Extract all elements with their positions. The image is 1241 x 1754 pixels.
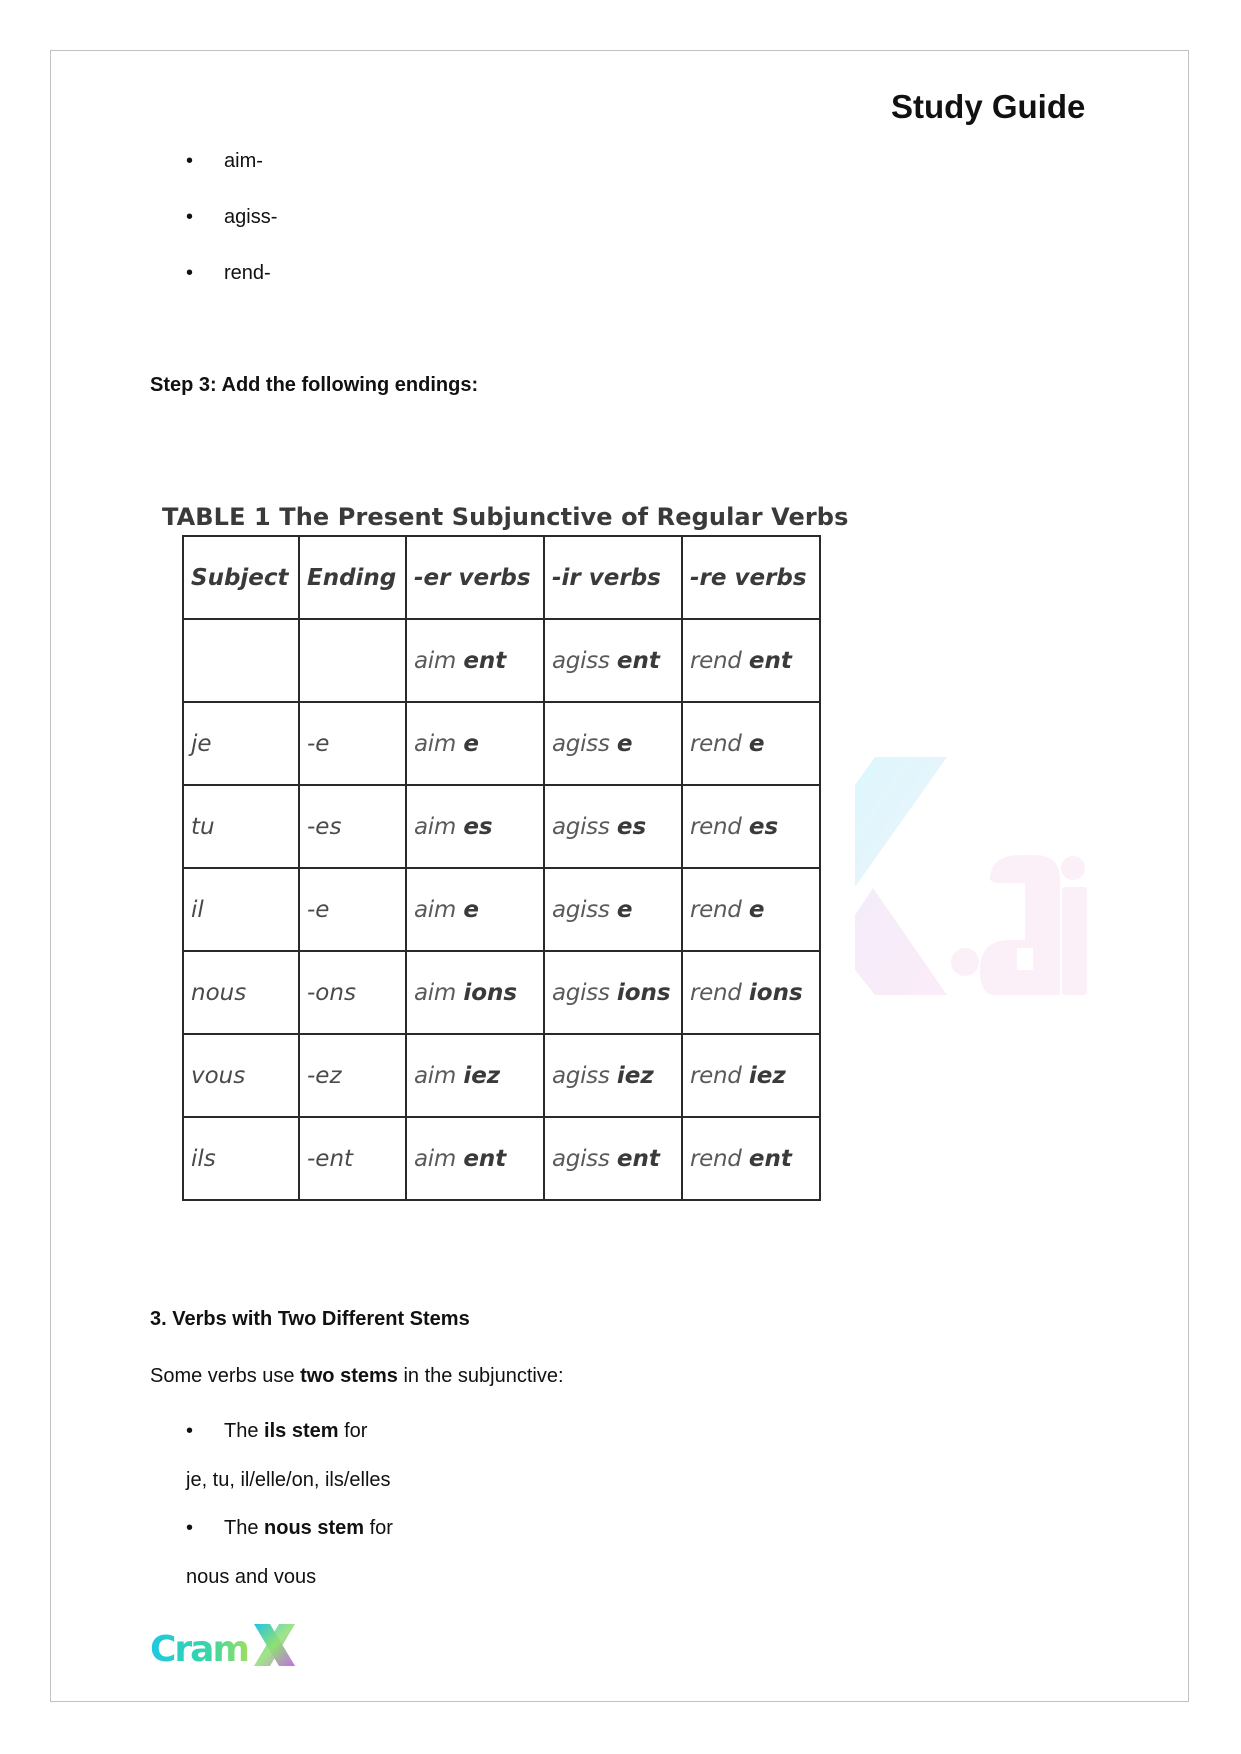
table-row: [183, 951, 820, 1034]
cramx-logo-icon: [150, 1622, 295, 1668]
table-row: [183, 785, 820, 868]
list-item: [186, 262, 271, 285]
re-cell: rend ions: [682, 951, 820, 1034]
list-item-text: aim-: [224, 150, 263, 172]
er-cell: aim e: [406, 702, 544, 785]
table-row: [183, 702, 820, 785]
table-row: [183, 1034, 820, 1117]
re-cell: rend ent: [682, 1117, 820, 1200]
re-cell: rend ent: [682, 619, 820, 702]
list-item-detail: je, tu, il/elle/on, ils/elles: [186, 1469, 391, 1491]
list-item: • The nous stem for: [186, 1517, 393, 1539]
svg-text:Cram: Cram: [150, 1629, 248, 1668]
subjunctive-table: [182, 535, 821, 1201]
subject-cell: je: [183, 702, 299, 785]
section3-intro: Some verbs use two stems in the subjunctive:: [150, 1365, 564, 1387]
step3-heading: Step 3: Add the following endings:: [150, 374, 479, 396]
column-header: Subject: [183, 536, 299, 619]
column-header: -er verbs: [406, 536, 544, 619]
section3-heading: 3. Verbs with Two Different Stems: [150, 1308, 470, 1330]
ir-cell: agiss ent: [544, 1117, 682, 1200]
list-item: • The ils stem for: [186, 1420, 368, 1442]
ending-cell: -e: [299, 868, 406, 951]
re-cell: rend iez: [682, 1034, 820, 1117]
list-item: [186, 150, 263, 173]
er-cell: aim e: [406, 868, 544, 951]
bullet-icon: •: [186, 1420, 194, 1442]
table-row: [183, 868, 820, 951]
er-cell: aim ions: [406, 951, 544, 1034]
ir-cell: agiss es: [544, 785, 682, 868]
page-title: Study Guide: [891, 88, 1086, 125]
er-cell: aim ent: [406, 1117, 544, 1200]
ir-cell: agiss ions: [544, 951, 682, 1034]
list-item-detail: nous and vous: [186, 1566, 317, 1588]
bullet-icon: •: [186, 206, 194, 228]
re-cell: rend e: [682, 702, 820, 785]
subject-cell: [183, 619, 299, 702]
ending-cell: -ent: [299, 1117, 406, 1200]
ending-cell: [299, 619, 406, 702]
er-cell: aim iez: [406, 1034, 544, 1117]
ir-cell: agiss e: [544, 702, 682, 785]
table-row: [183, 1117, 820, 1200]
subject-cell: nous: [183, 951, 299, 1034]
ir-cell: agiss ent: [544, 619, 682, 702]
table-row: [183, 619, 820, 702]
table-caption: TABLE 1 The Present Subjunctive of Regular Verbs: [162, 503, 849, 531]
bullet-icon: •: [186, 262, 194, 284]
er-cell: aim es: [406, 785, 544, 868]
subject-cell: il: [183, 868, 299, 951]
subject-cell: vous: [183, 1034, 299, 1117]
list-item-text: agiss-: [224, 206, 278, 228]
bullet-icon: •: [186, 1517, 194, 1539]
er-cell: aim ent: [406, 619, 544, 702]
column-header: -re verbs: [682, 536, 820, 619]
ending-cell: -es: [299, 785, 406, 868]
subject-cell: ils: [183, 1117, 299, 1200]
list-item: [186, 206, 277, 229]
re-cell: rend es: [682, 785, 820, 868]
k-ai-watermark-icon: [855, 755, 1090, 995]
list-item-text: rend-: [224, 262, 271, 284]
ir-cell: agiss e: [544, 868, 682, 951]
column-header: Ending: [299, 536, 406, 619]
subject-cell: tu: [183, 785, 299, 868]
ending-cell: -e: [299, 702, 406, 785]
column-header: -ir verbs: [544, 536, 682, 619]
re-cell: rend e: [682, 868, 820, 951]
ir-cell: agiss iez: [544, 1034, 682, 1117]
table-header-row: [183, 536, 820, 619]
bullet-icon: •: [186, 150, 194, 172]
ending-cell: -ons: [299, 951, 406, 1034]
ending-cell: -ez: [299, 1034, 406, 1117]
